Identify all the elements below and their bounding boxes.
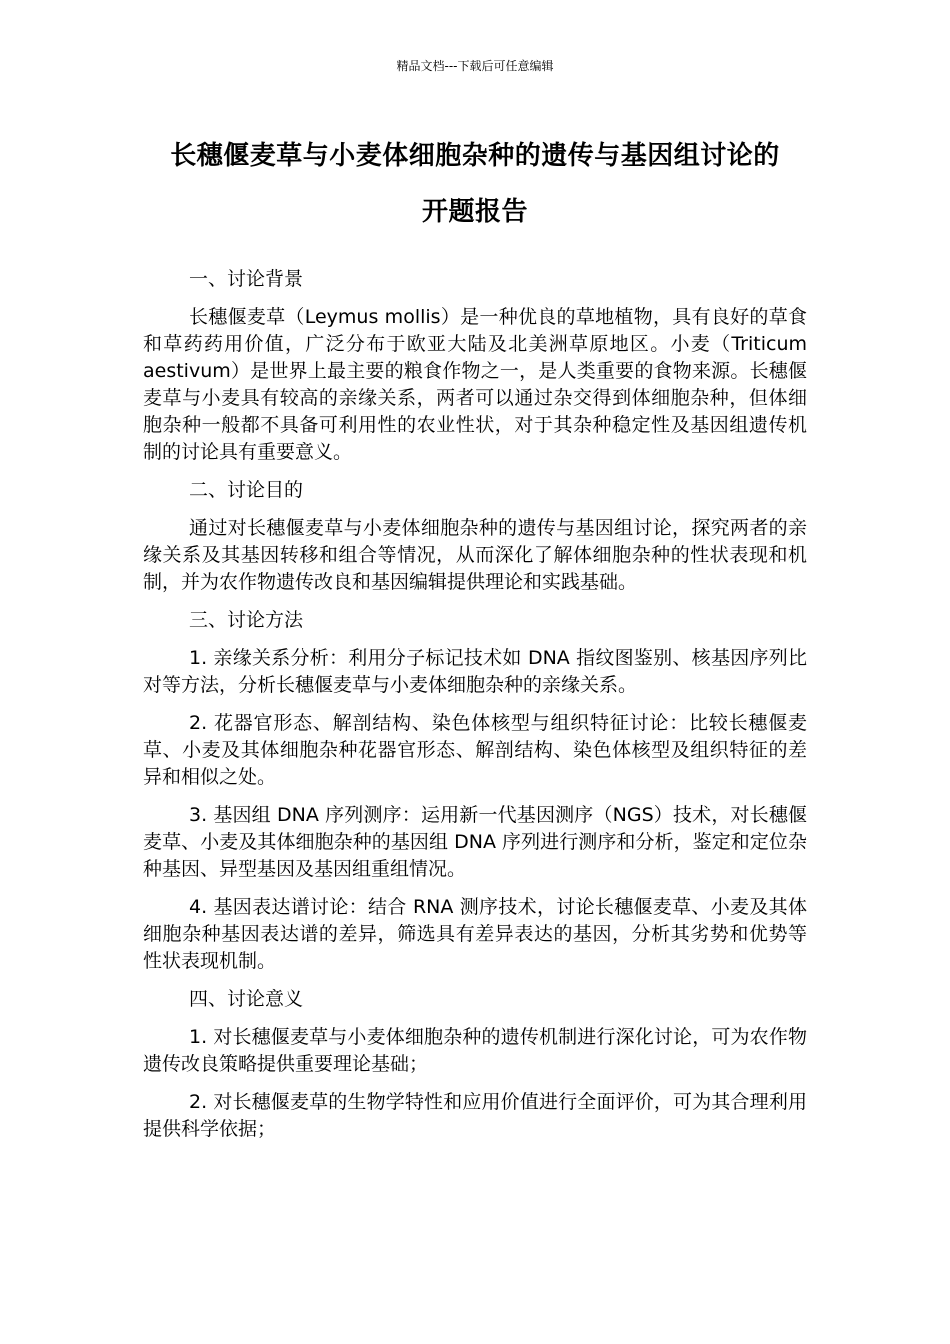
method-item-3: 3. 基因组 DNA 序列测序：运用新一代基因测序（NGS）技术，对长穗偃麦草、小麦及其体细胞杂种的基因组 DNA 序列进行测序和分析，鉴定和定位杂种基因、异型基因及基因组重组情况。 (143, 804, 807, 880)
header-note: 精品文档---下载后可任意编辑 (396, 59, 554, 73)
method-item-1: 1. 亲缘关系分析：利用分子标记技术如 DNA 指纹图鉴别、核基因序列比对等方法，分析长穗偃麦草与小麦体细胞杂种的亲缘关系。 (143, 647, 807, 696)
title-line-2: 开题报告 (421, 197, 528, 227)
section-heading-background: 一、讨论背景 (189, 268, 304, 290)
background-paragraph: 长穗偃麦草（Leymus mollis）是一种优良的草地植物，具有良好的草食和草药药用价值，广泛分布于欧亚大陆及北美洲草原地区。小麦（Triticum aestivum）是世界上最主要的粮食作物之一，是人类重要的食物来源。长穗偃麦草与小麦具有较高的亲缘关系，两者可以通过杂交得到体细胞杂种，但体细胞杂种一般都不具备可利用性的农业性状，对于其杂种稳定性及基因组遗传机制的讨论具有重要意义。 (143, 306, 807, 463)
document-body (143, 266, 807, 1154)
section-heading-methods: 三、讨论方法 (189, 609, 304, 631)
method-item-2: 2. 花器官形态、解剖结构、染色体核型与组织特征讨论：比较长穗偃麦草、小麦及其体细胞杂种花器官形态、解剖结构、染色体核型及组织特征的差异和相似之处。 (143, 712, 807, 788)
section-heading-significance: 四、讨论意义 (189, 988, 304, 1010)
section-heading-purpose: 二、讨论目的 (189, 479, 304, 501)
method-item-4: 4. 基因表达谱讨论：结合 RNA 测序技术，讨论长穗偃麦草、小麦及其体细胞杂种基因表达谱的差异，筛选具有差异表达的基因，分析其劣势和优势等性状表现机制。 (143, 896, 807, 972)
significance-item-2: 2. 对长穗偃麦草的生物学特性和应用价值进行全面评价，可为其合理利用提供科学依据； (143, 1091, 807, 1140)
significance-item-1: 1. 对长穗偃麦草与小麦体细胞杂种的遗传机制进行深化讨论，可为农作物遗传改良策略提供重要理论基础； (143, 1026, 807, 1075)
document-title (143, 128, 807, 240)
title-line-1: 长穗偃麦草与小麦体细胞杂种的遗传与基因组讨论的 (170, 141, 780, 171)
purpose-paragraph: 通过对长穗偃麦草与小麦体细胞杂种的遗传与基因组讨论，探究两者的亲缘关系及其基因转移和组合等情况，从而深化了解体细胞杂种的性状表现和机制，并为农作物遗传改良和基因编辑提供理论和实践基础。 (143, 517, 807, 593)
